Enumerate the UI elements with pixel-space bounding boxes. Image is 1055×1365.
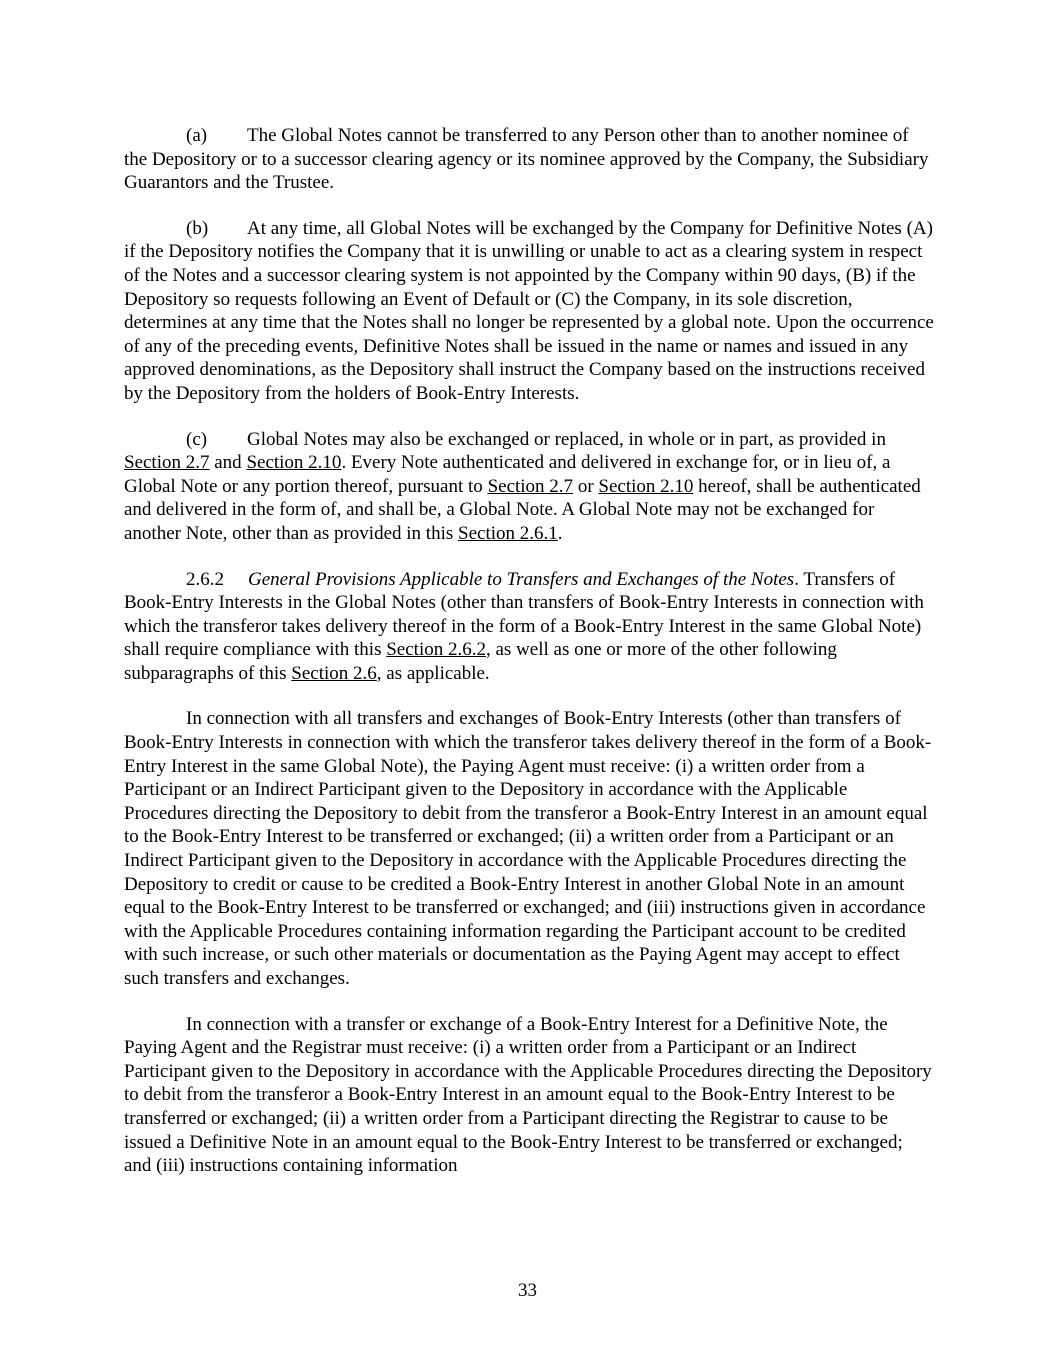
section-number: 2.6.2	[186, 568, 224, 590]
paragraph-text: , as applicable.	[376, 662, 490, 684]
paragraph-label: (a)	[186, 125, 208, 146]
paragraph-text: . Every Note authenticated and delivered in exchange for, or in lieu of, a Global Note or any portion thereof, pursuant to	[124, 452, 891, 497]
paragraph-text: and	[209, 452, 247, 474]
paragraph-text: The Global Notes cannot be transferred to any Person other than to another nominee of the Depository or to a successor clearing agency or its nominee approved by the Company, the Subsidiary Guarantors and the Trustee.	[124, 125, 929, 194]
paragraph-definitive-note	[124, 1013, 934, 1178]
paragraph-text: hereof, shall be authenticated and delivered in the form of, and shall be, a Global Note. A Global Note may not be exchanged for another Note, other than as provided in this	[124, 475, 921, 544]
paragraph-text: In connection with all transfers and exchanges of Book-Entry Interests (other than transfers of Book-Entry Interests in connection with which the transferor takes delivery thereof in the form of a Book-Entry Interest in the same Global Note), the Paying Agent must receive: (i) a written order from a Participant or an Indirect Participant given to the Depository in accordance with the Applicable Procedures directing the Depository to debit from the transferor a Book-Entry Interest in an amount equal to the Book-Entry Interest to be transferred or exchanged; (ii) a written order from a Participant or an Indirect Participant given to the Depository in accordance with the Applicable Procedures directing the Depository to credit or cause to be credited a Book-Entry Interest in another Global Note in an amount equal to the Book-Entry Interest to be transferred or exchanged; and (iii) instructions given in accordance with the Applicable Procedures containing information regarding the Participant account to be credited with such increase, or such other materials or documentation as the Paying Agent may accept to effect such transfers and exchanges.	[124, 708, 932, 989]
paragraph-text: . Transfers of Book-Entry Interests in the Global Notes (other than transfers of Book-Entry Interests in connection with which the transferor takes delivery thereof in the form of a Book-Entry Interest in the same Global Note) shall require compliance with this	[124, 568, 924, 661]
section-reference[interactable]: Section 2.10	[246, 452, 342, 474]
paragraph-text: At any time, all Global Notes will be exchanged by the Company for Definitive Notes (A) if the Depository notifies the Company that it is unwilling or unable to act as a clearing system in respect of the Notes and a successor clearing system is not appointed by the Company within 90 days, (B) if the Depository so requests following an Event of Default or (C) the Company, in its sole discretion, determines at any time that the Notes shall no longer be represented by a global note. Upon the occurrence of any of the preceding events, Definitive Notes shall be issued in the name or names and issued in any approved denominations, as the Depository shall instruct the Company based on the instructions received by the Depository from the holders of Book-Entry Interests.	[124, 217, 934, 404]
paragraph-label: (c)	[186, 428, 208, 450]
section-reference[interactable]: Section 2.7	[124, 452, 210, 474]
section-reference[interactable]: Section 2.6.1	[458, 522, 558, 544]
section-2-6-2	[124, 568, 934, 686]
paragraph-text: , as well as one or more of the other following subparagraphs of this	[124, 639, 837, 684]
paragraph-text: In connection with a transfer or exchange of a Book-Entry Interest for a Definitive Note, the Paying Agent and the Registrar must receive: (i) a written order from a Participant or an Indirect Participant given to the Depository in accordance with the Applicable Procedures directing the Depository to debit from the transferor a Book-Entry Interest in an amount equal to the Book-Entry Interest to be transferred or exchanged; (ii) a written order from a Participant directing the Registrar to cause to be issued a Definitive Note in an amount equal to the Book-Entry Interest to be transferred or exchanged; and (iii) instructions containing information	[124, 1013, 932, 1177]
paragraph-text: or	[573, 475, 599, 497]
document-body	[124, 124, 934, 1200]
section-reference[interactable]: Section 2.10	[598, 475, 694, 497]
page-number: 33	[518, 1280, 537, 1301]
paragraph-a	[124, 124, 934, 195]
section-reference[interactable]: Section 2.6	[291, 662, 377, 684]
section-reference[interactable]: Section 2.6.2	[386, 639, 486, 661]
paragraph-text: Global Notes may also be exchanged or replaced, in whole or in part, as provided in	[247, 428, 886, 450]
section-heading: General Provisions Applicable to Transfers and Exchanges of the Notes	[248, 568, 795, 590]
paragraph-b	[124, 217, 934, 406]
paragraph-label: (b)	[186, 217, 209, 239]
paragraph-c	[124, 428, 934, 546]
paragraph-text: .	[557, 522, 563, 544]
section-reference[interactable]: Section 2.7	[487, 475, 574, 497]
paragraph-transfers-exchanges	[124, 707, 934, 990]
